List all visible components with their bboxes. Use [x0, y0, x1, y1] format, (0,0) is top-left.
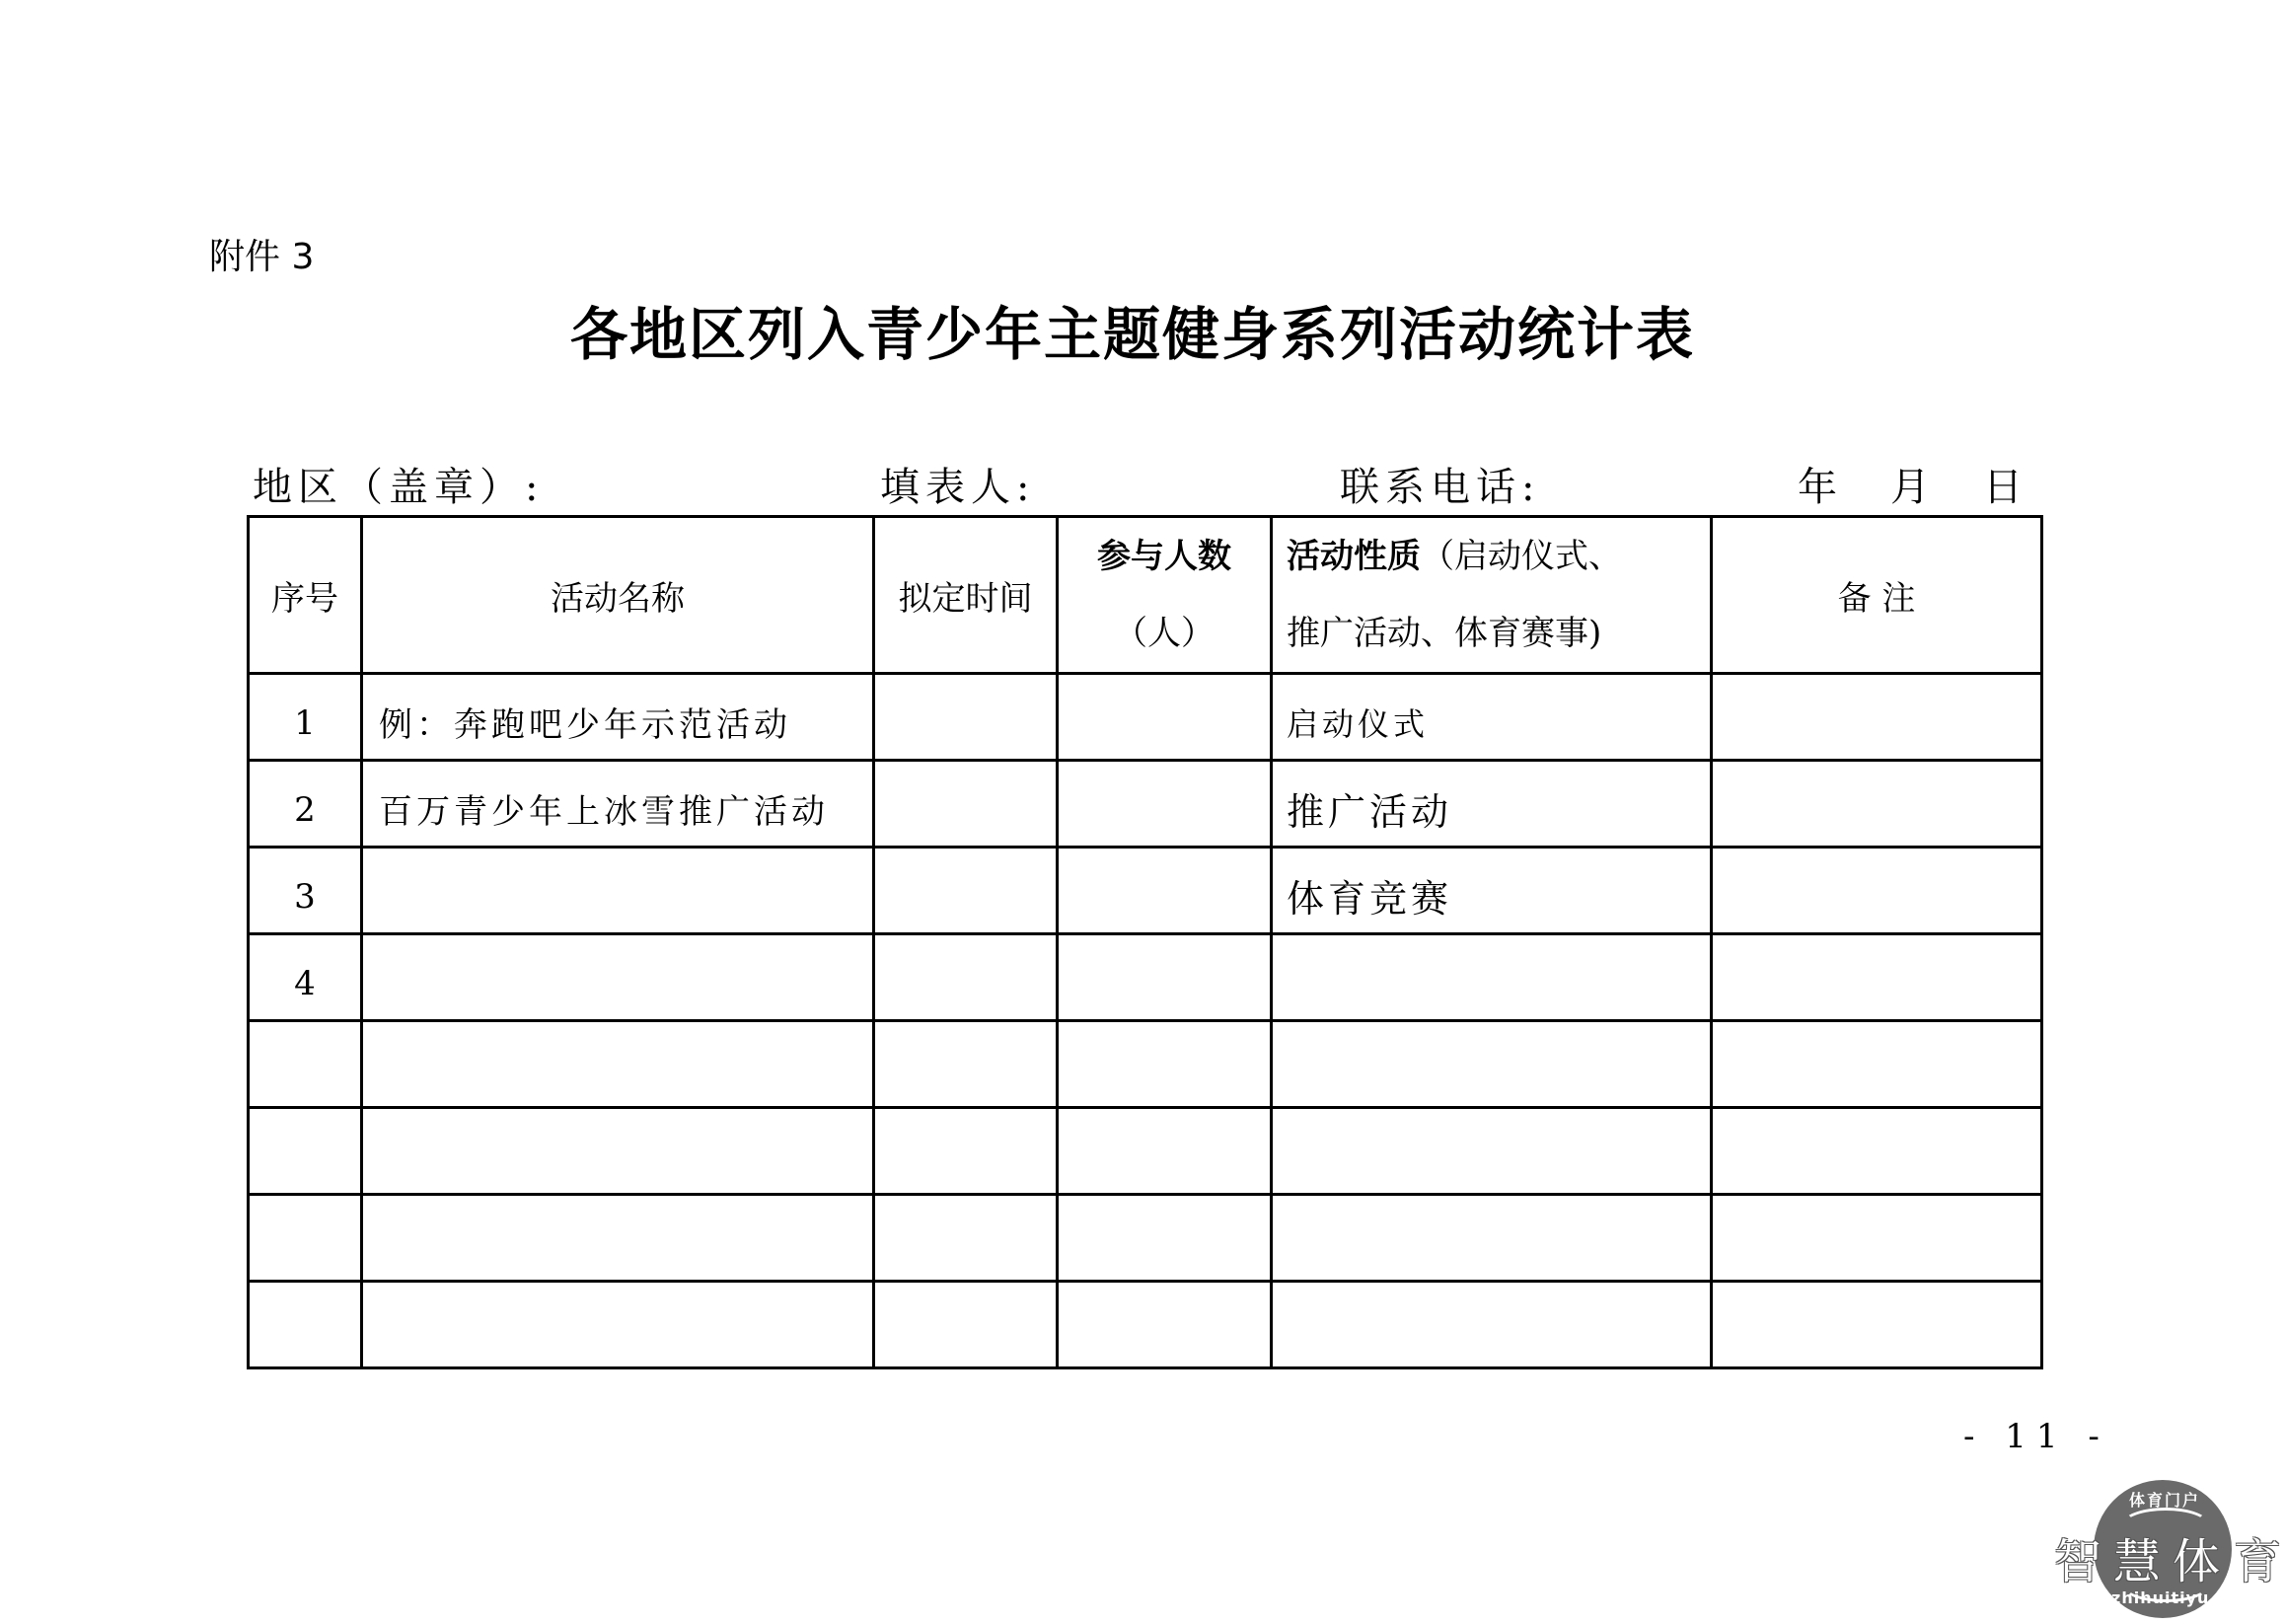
cell-activity-nature: [1272, 1021, 1712, 1108]
date-day-label: 日: [1983, 465, 2023, 510]
cell-participants: [1058, 1021, 1272, 1108]
cell-seq: 1: [249, 674, 362, 761]
cell-activity-nature: [1272, 934, 1712, 1021]
cell-seq: [249, 1021, 362, 1108]
table-row: [249, 1108, 2042, 1195]
cell-planned-time: [874, 1195, 1058, 1282]
table-row: [249, 674, 2042, 761]
table-row: [249, 934, 2042, 1021]
table-header-row: [249, 517, 2042, 674]
cell-activity-name: [362, 1195, 874, 1282]
watermark-char-1: 智: [2054, 1534, 2102, 1589]
cell-remarks: [1712, 1282, 2042, 1368]
table-row: [249, 1282, 2042, 1368]
cell-activity-nature: [1272, 1108, 1712, 1195]
watermark-top-text: 体育门户: [2129, 1491, 2201, 1510]
date-year-label: 年: [1798, 465, 1837, 510]
attachment-label: 附件 3: [209, 237, 315, 277]
cell-participants: [1058, 1108, 1272, 1195]
cell-remarks: [1712, 934, 2042, 1021]
cell-activity-name: 百万青少年上冰雪推广活动: [362, 761, 874, 848]
cell-activity-name: [362, 934, 874, 1021]
cell-planned-time: [874, 1108, 1058, 1195]
cell-seq: 4: [249, 934, 362, 1021]
header-planned-time: 拟定时间: [874, 517, 1058, 674]
filler-label: 填表人:: [880, 465, 1036, 510]
phone-label: 联系电话:: [1340, 465, 1541, 510]
cell-seq: [249, 1195, 362, 1282]
cell-participants: [1058, 934, 1272, 1021]
watermark-char-4: 育: [2234, 1534, 2282, 1589]
cell-participants: [1058, 848, 1272, 934]
watermark-bottom-text: zhihuitiyu.cc: [2111, 1588, 2238, 1607]
cell-activity-nature: [1272, 1282, 1712, 1368]
header-activity-nature: [1272, 517, 1712, 674]
cell-seq: 2: [249, 761, 362, 848]
cell-planned-time: [874, 848, 1058, 934]
cell-remarks: [1712, 1108, 2042, 1195]
page-number: - 11 -: [1963, 1417, 2109, 1456]
cell-activity-name: [362, 1282, 874, 1368]
region-stamp-label: 地区（盖章）:: [253, 465, 545, 510]
cell-remarks: [1712, 674, 2042, 761]
watermark-logo: [2052, 1478, 2285, 1624]
cell-activity-nature: 体育竞赛: [1272, 848, 1712, 934]
header-nature-line1-rest: （启动仪式、: [1421, 537, 1622, 576]
cell-remarks: [1712, 1195, 2042, 1282]
activity-stats-table: [247, 515, 2043, 1369]
cell-activity-name: [362, 1021, 874, 1108]
cell-planned-time: [874, 1282, 1058, 1368]
header-activity-name: 活动名称: [362, 517, 874, 674]
cell-planned-time: [874, 934, 1058, 1021]
date-field: [1798, 456, 2023, 512]
header-participants-line2: （人）: [1114, 614, 1215, 653]
cell-participants: [1058, 674, 1272, 761]
cell-activity-nature: [1272, 1195, 1712, 1282]
cell-remarks: [1712, 761, 2042, 848]
cell-participants: [1058, 1282, 1272, 1368]
cell-planned-time: [874, 761, 1058, 848]
table-row: [249, 761, 2042, 848]
cell-activity-nature: 推广活动: [1272, 761, 1712, 848]
table-row: [249, 1021, 2042, 1108]
table-row: [249, 848, 2042, 934]
watermark-char-2: 慧: [2113, 1534, 2162, 1589]
cell-remarks: [1712, 848, 2042, 934]
cell-remarks: [1712, 1021, 2042, 1108]
header-remarks: 备 注: [1712, 517, 2042, 674]
cell-planned-time: [874, 1021, 1058, 1108]
cell-activity-name: 例：奔跑吧少年示范活动: [362, 674, 874, 761]
page-title-text: 各地区列入青少年主题健身系列活动统计表: [569, 301, 1695, 368]
cell-activity-name: [362, 1108, 874, 1195]
cell-activity-nature: 启动仪式: [1272, 674, 1712, 761]
cell-planned-time: [874, 674, 1058, 761]
header-nature-line2: 推广活动、体育赛事): [1287, 614, 1602, 653]
cell-seq: [249, 1108, 362, 1195]
cell-activity-name: [362, 848, 874, 934]
table-row: [249, 1195, 2042, 1282]
header-seq: 序号: [249, 517, 362, 674]
header-participants: [1058, 517, 1272, 674]
date-month-label: 月: [1890, 465, 1930, 510]
watermark-char-3: 体: [2173, 1534, 2221, 1589]
header-nature-bold: 活动性质: [1287, 537, 1421, 576]
cell-seq: [249, 1282, 362, 1368]
header-participants-line1: 参与人数: [1097, 537, 1231, 576]
cell-participants: [1058, 761, 1272, 848]
cell-seq: 3: [249, 848, 362, 934]
page-title: [0, 288, 2285, 371]
cell-participants: [1058, 1195, 1272, 1282]
